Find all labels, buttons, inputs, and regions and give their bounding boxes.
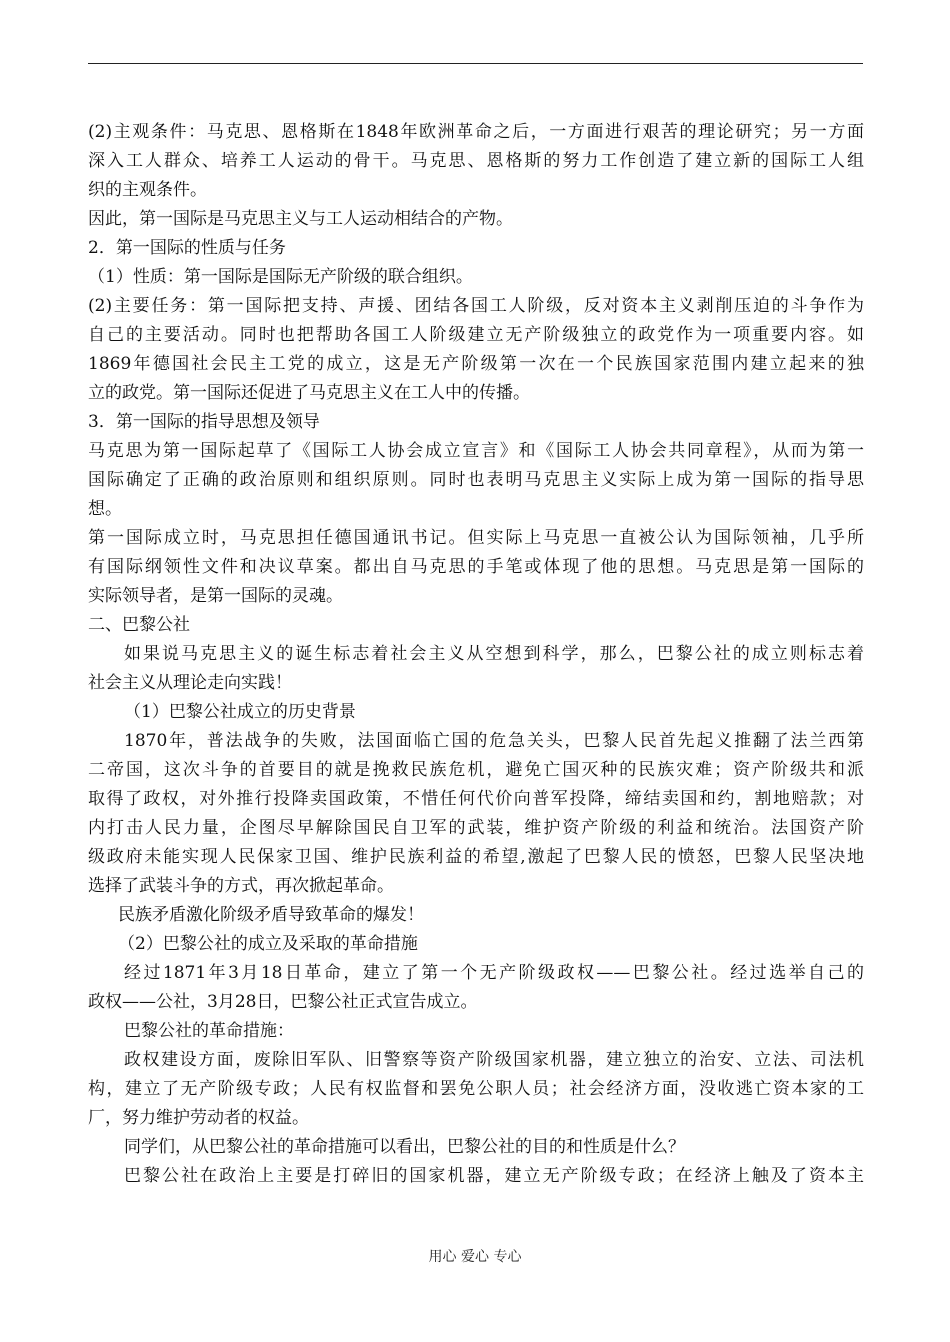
text-line: 如果说马克思主义的诞生标志着社会主义从空想到科学，那么，巴黎公社的成立则标志着 xyxy=(124,644,864,664)
text-line: 3．第一国际的指导思想及领导 xyxy=(88,412,320,432)
text-line: 内打击人民力量，企图尽早解除国民自卫军的武装，维护资产阶级的利益和统治。法国资产阶 xyxy=(88,818,864,838)
text-line: 1869年德国社会民主工党的成立，这是无产阶级第一次在一个民族国家范围内建立起来的独 xyxy=(88,354,864,374)
text-line: 级政府未能实现人民保家卫国、维护民族利益的希望,激起了巴黎人民的愤怒，巴黎人民坚决地 xyxy=(88,847,864,867)
text-line: 有国际纲领性文件和决议草案。都出自马克思的手笔或体现了他的思想。马克思是第一国际的 xyxy=(88,557,864,577)
header-rule xyxy=(88,63,863,64)
text-line: 织的主观条件。 xyxy=(88,180,207,200)
text-line: 社会主义从理论走向实践！ xyxy=(88,673,292,693)
text-line: (2)主要任务：第一国际把支持、声援、团结各国工人阶级，反对资本主义剥削压迫的斗争作为 xyxy=(88,296,864,316)
text-line: 1870年，普法战争的失败，法国面临亡国的危急关头，巴黎人民首先起义推翻了法兰西第 xyxy=(124,731,864,751)
text-line: 实际领导者，是第一国际的灵魂。 xyxy=(88,586,343,606)
text-line: 第一国际成立时，马克思担任德国通讯书记。但实际上马克思一直被公认为国际领袖，几乎所 xyxy=(88,528,864,548)
text-line: 经过1871年3月18日革命，建立了第一个无产阶级政权——巴黎公社。经过选举自己的 xyxy=(124,963,864,983)
text-line: 自己的主要活动。同时也把帮助各国工人阶级建立无产阶级独立的政党作为一项重要内容。如 xyxy=(88,325,864,345)
text-line: 巴黎公社的革命措施： xyxy=(124,1021,294,1041)
text-line: 想。 xyxy=(88,499,122,519)
text-line: 二、巴黎公社 xyxy=(88,615,190,635)
text-line: （2）巴黎公社的成立及采取的革命措施 xyxy=(118,934,418,954)
text-line: 构，建立了无产阶级专政；人民有权监督和罢免公职人员；社会经济方面，没收逃亡资本家的工 xyxy=(88,1079,864,1099)
text-line: 民族矛盾激化阶级矛盾导致革命的爆发！ xyxy=(118,905,424,925)
text-line: 2．第一国际的性质与任务 xyxy=(88,238,286,258)
text-line: 政权——公社，3月28日，巴黎公社正式宣告成立。 xyxy=(88,992,478,1012)
text-line: （1）性质：第一国际是国际无产阶级的联合组织。 xyxy=(88,267,473,287)
text-line: (2)主观条件：马克思、恩格斯在1848年欧洲革命之后，一方面进行艰苦的理论研究；另一方面 xyxy=(88,122,864,142)
text-line: 立的政党。第一国际还促进了马克思主义在工人中的传播。 xyxy=(88,383,530,403)
text-line: 马克思为第一国际起草了《国际工人协会成立宣言》和《国际工人协会共同章程》，从而为第一 xyxy=(88,441,864,461)
page-footer: 用心 爱心 专心 xyxy=(428,1249,522,1265)
text-line: 深入工人群众、培养工人运动的骨干。马克思、恩格斯的努力工作创造了建立新的国际工人组 xyxy=(88,151,864,171)
text-line: （1）巴黎公社成立的历史背景 xyxy=(124,702,356,722)
text-line: 同学们，从巴黎公社的革命措施可以看出，巴黎公社的目的和性质是什么？ xyxy=(124,1137,685,1157)
text-line: 因此，第一国际是马克思主义与工人运动相结合的产物。 xyxy=(88,209,513,229)
text-line: 二帝国，这次斗争的首要目的就是挽救民族危机，避免亡国灭种的民族灾难；资产阶级共和派 xyxy=(88,760,864,780)
text-line: 政权建设方面，废除旧军队、旧警察等资产阶级国家机器，建立独立的治安、立法、司法机 xyxy=(124,1050,864,1070)
text-line: 国际确定了正确的政治原则和组织原则。同时也表明马克思主义实际上成为第一国际的指导思 xyxy=(88,470,864,490)
text-line: 选择了武装斗争的方式，再次掀起革命。 xyxy=(88,876,394,896)
text-line: 厂，努力维护劳动者的权益。 xyxy=(88,1108,309,1128)
document-body xyxy=(88,118,864,1191)
text-line: 取得了政权，对外推行投降卖国政策，不惜任何代价向普军投降，缔结卖国和约，割地赔款；对 xyxy=(88,789,864,809)
text-line: 巴黎公社在政治上主要是打碎旧的国家机器，建立无产阶级专政；在经济上触及了资本主 xyxy=(124,1166,864,1186)
